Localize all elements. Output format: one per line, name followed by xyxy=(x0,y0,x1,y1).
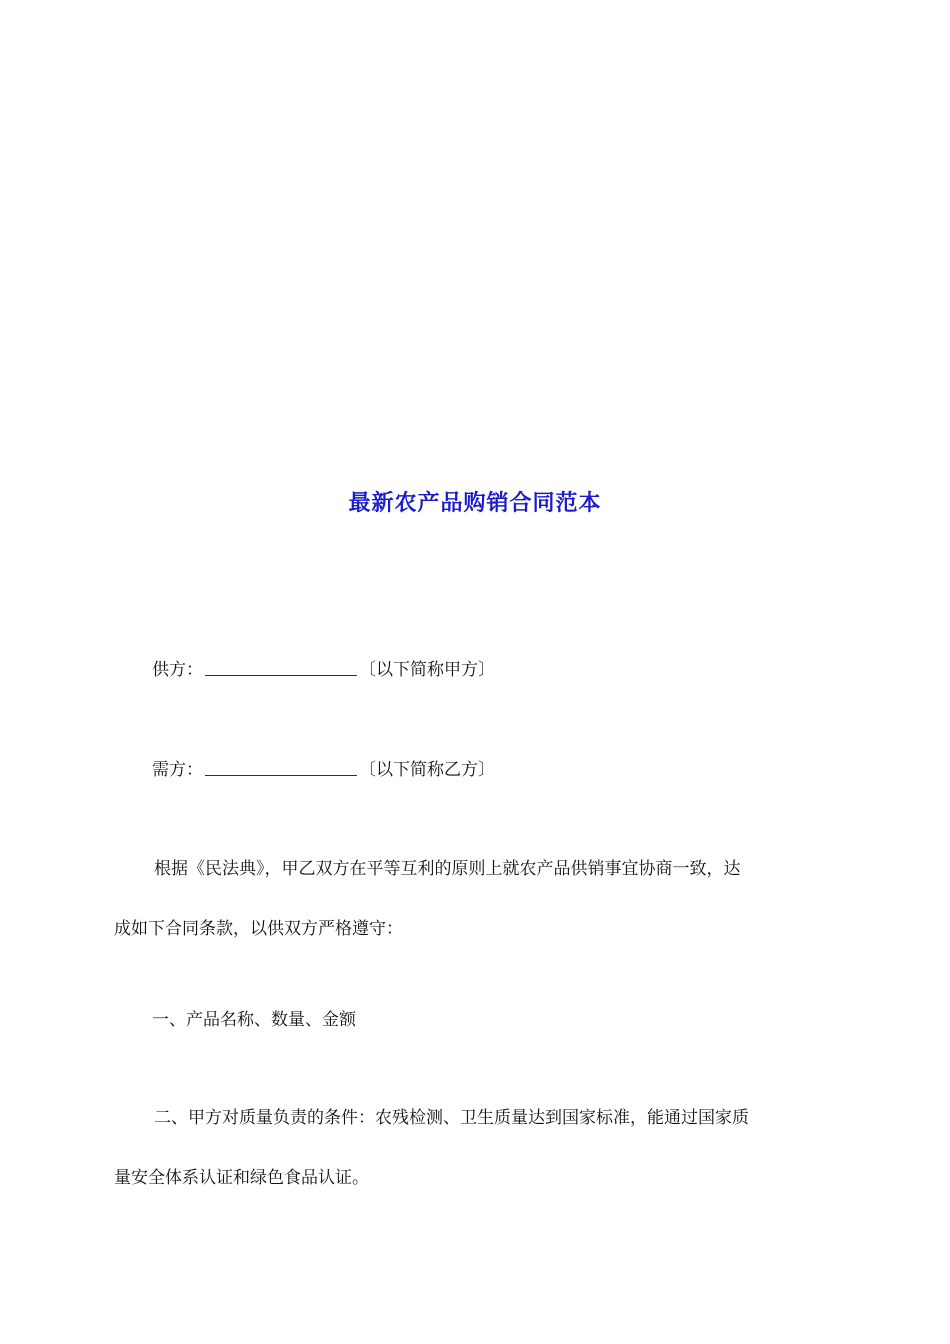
buyer-note: 〔以下简称乙方〕 xyxy=(359,760,495,780)
supplier-label: 供方： xyxy=(152,660,203,680)
intro-paragraph xyxy=(114,858,834,940)
buyer-blank xyxy=(205,759,357,776)
intro-line-2: 成如下合同条款，以供双方严格遵守： xyxy=(114,919,403,939)
buyer-line xyxy=(152,759,495,781)
supplier-note: 〔以下简称甲方〕 xyxy=(359,660,495,680)
clause-1: 一、产品名称、数量、金额 xyxy=(152,1010,356,1030)
buyer-label: 需方： xyxy=(152,760,203,780)
clause-2-paragraph xyxy=(114,1107,834,1189)
supplier-line xyxy=(152,659,495,681)
document-title: 最新农产品购销合同范本 xyxy=(348,491,602,516)
supplier-blank xyxy=(205,659,357,676)
intro-line-1: 根据《民法典》，甲乙双方在平等互利的原则上就农产品供销事宜协商一致，达 xyxy=(154,859,741,879)
clause-2-line-1: 二、甲方对质量负责的条件：农残检测、卫生质量达到国家标准，能通过国家质 xyxy=(154,1108,749,1128)
clause-2-line-2: 量安全体系认证和绿色食品认证。 xyxy=(114,1168,369,1188)
